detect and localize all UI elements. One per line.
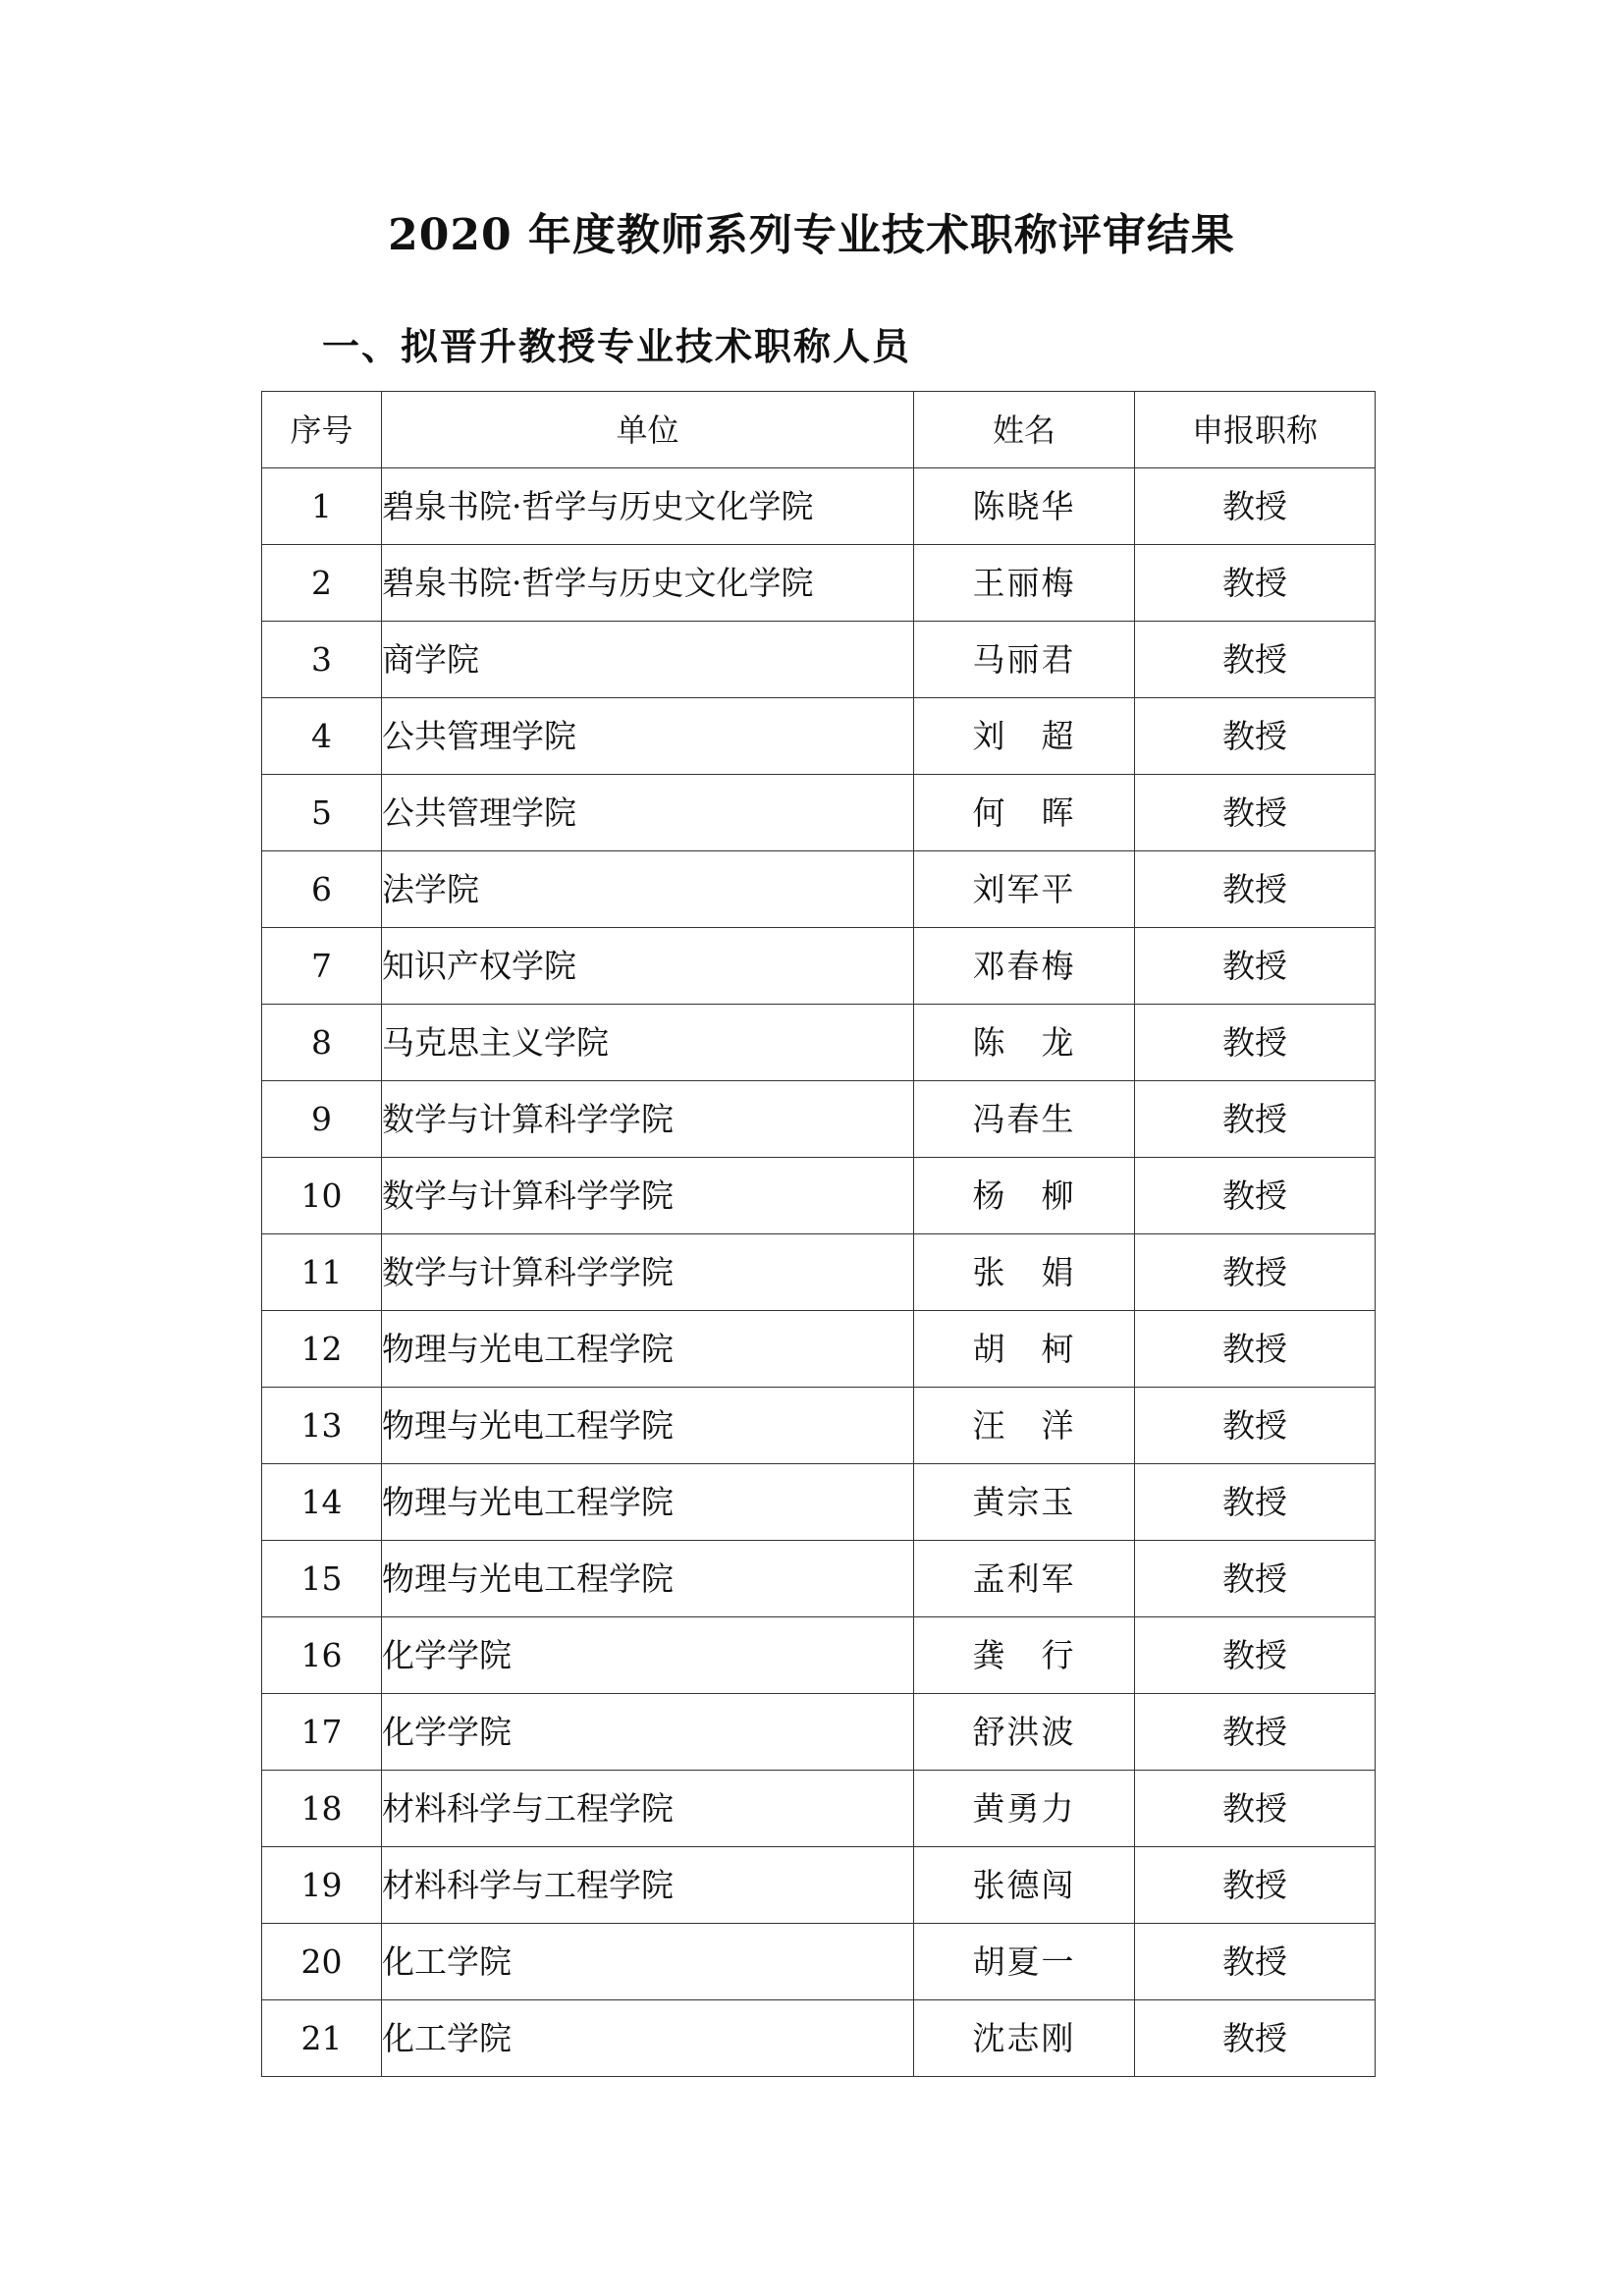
row-unit: 物理与光电工程学院 [382, 1464, 914, 1541]
row-title: 教授 [1135, 1464, 1376, 1541]
row-unit: 公共管理学院 [382, 698, 914, 775]
row-title: 教授 [1135, 1311, 1376, 1388]
row-name: 龚 行 [914, 1617, 1135, 1694]
row-name: 何 晖 [914, 775, 1135, 851]
row-unit: 化学学院 [382, 1694, 914, 1771]
row-title: 教授 [1135, 1694, 1376, 1771]
row-name: 刘 超 [914, 698, 1135, 775]
row-name: 张 娟 [914, 1234, 1135, 1311]
row-name: 胡夏一 [914, 1924, 1135, 2000]
row-name: 王丽梅 [914, 545, 1135, 622]
table-row [262, 1388, 1376, 1464]
table-row [262, 1847, 1376, 1924]
table-row [262, 1541, 1376, 1617]
table-body [262, 468, 1376, 2077]
row-number: 2 [262, 545, 382, 622]
table-row [262, 1771, 1376, 1847]
row-unit: 物理与光电工程学院 [382, 1541, 914, 1617]
table-row [262, 1311, 1376, 1388]
row-unit: 商学院 [382, 622, 914, 698]
row-name: 张德闯 [914, 1847, 1135, 1924]
table-row [262, 1924, 1376, 2000]
row-unit: 数学与计算科学学院 [382, 1081, 914, 1158]
row-title: 教授 [1135, 1081, 1376, 1158]
row-number: 9 [262, 1081, 382, 1158]
row-name: 黄勇力 [914, 1771, 1135, 1847]
row-unit: 法学院 [382, 851, 914, 928]
table-row [262, 545, 1376, 622]
table-row [262, 698, 1376, 775]
table-row [262, 928, 1376, 1005]
row-unit: 数学与计算科学学院 [382, 1234, 914, 1311]
row-unit: 化工学院 [382, 1924, 914, 2000]
row-number: 18 [262, 1771, 382, 1847]
row-unit: 化学学院 [382, 1617, 914, 1694]
row-name: 胡 柯 [914, 1311, 1135, 1388]
row-name: 沈志刚 [914, 2000, 1135, 2077]
row-number: 21 [262, 2000, 382, 2077]
row-unit: 数学与计算科学学院 [382, 1158, 914, 1234]
row-number: 4 [262, 698, 382, 775]
row-number: 11 [262, 1234, 382, 1311]
row-title: 教授 [1135, 1847, 1376, 1924]
table-row [262, 1081, 1376, 1158]
row-title: 教授 [1135, 545, 1376, 622]
row-name: 冯春生 [914, 1081, 1135, 1158]
row-number: 17 [262, 1694, 382, 1771]
row-name: 舒洪波 [914, 1694, 1135, 1771]
row-number: 8 [262, 1005, 382, 1081]
row-unit: 知识产权学院 [382, 928, 914, 1005]
row-number: 14 [262, 1464, 382, 1541]
row-name: 杨 柳 [914, 1158, 1135, 1234]
section-heading: 一、拟晋升教授专业技术职称人员 [322, 324, 912, 368]
row-unit: 化工学院 [382, 2000, 914, 2077]
table-header-row [262, 392, 1376, 468]
row-title: 教授 [1135, 468, 1376, 545]
row-title: 教授 [1135, 851, 1376, 928]
row-unit: 马克思主义学院 [382, 1005, 914, 1081]
row-number: 12 [262, 1311, 382, 1388]
row-number: 10 [262, 1158, 382, 1234]
row-name: 陈晓华 [914, 468, 1135, 545]
row-unit: 公共管理学院 [382, 775, 914, 851]
row-number: 6 [262, 851, 382, 928]
row-title: 教授 [1135, 1617, 1376, 1694]
row-title: 教授 [1135, 622, 1376, 698]
row-name: 邓春梅 [914, 928, 1135, 1005]
table-row [262, 1617, 1376, 1694]
results-table [261, 391, 1376, 2077]
row-number: 16 [262, 1617, 382, 1694]
table-row [262, 1005, 1376, 1081]
row-unit: 碧泉书院·哲学与历史文化学院 [382, 468, 914, 545]
row-number: 19 [262, 1847, 382, 1924]
row-title: 教授 [1135, 2000, 1376, 2077]
row-number: 7 [262, 928, 382, 1005]
table-row [262, 1234, 1376, 1311]
row-number: 15 [262, 1541, 382, 1617]
row-title: 教授 [1135, 1924, 1376, 2000]
row-name: 孟利军 [914, 1541, 1135, 1617]
header-title: 申报职称 [1135, 392, 1376, 468]
table-row [262, 1464, 1376, 1541]
table-row [262, 468, 1376, 545]
row-unit: 物理与光电工程学院 [382, 1311, 914, 1388]
row-name: 黄宗玉 [914, 1464, 1135, 1541]
row-title: 教授 [1135, 698, 1376, 775]
header-name: 姓名 [914, 392, 1135, 468]
row-unit: 碧泉书院·哲学与历史文化学院 [382, 545, 914, 622]
row-title: 教授 [1135, 1541, 1376, 1617]
row-unit: 材料科学与工程学院 [382, 1847, 914, 1924]
header-number: 序号 [262, 392, 382, 468]
table-row [262, 1158, 1376, 1234]
row-title: 教授 [1135, 775, 1376, 851]
row-number: 5 [262, 775, 382, 851]
row-unit: 物理与光电工程学院 [382, 1388, 914, 1464]
table-row [262, 1694, 1376, 1771]
document-title: 2020 年度教师系列专业技术职称评审结果 [388, 210, 1235, 260]
header-unit: 单位 [382, 392, 914, 468]
row-number: 3 [262, 622, 382, 698]
row-name: 汪 洋 [914, 1388, 1135, 1464]
row-number: 1 [262, 468, 382, 545]
row-title: 教授 [1135, 1771, 1376, 1847]
table-row [262, 2000, 1376, 2077]
table-row [262, 851, 1376, 928]
row-number: 20 [262, 1924, 382, 2000]
row-name: 刘军平 [914, 851, 1135, 928]
row-title: 教授 [1135, 1388, 1376, 1464]
row-name: 马丽君 [914, 622, 1135, 698]
table-row [262, 775, 1376, 851]
row-title: 教授 [1135, 1234, 1376, 1311]
row-title: 教授 [1135, 1005, 1376, 1081]
row-name: 陈 龙 [914, 1005, 1135, 1081]
row-unit: 材料科学与工程学院 [382, 1771, 914, 1847]
row-number: 13 [262, 1388, 382, 1464]
row-title: 教授 [1135, 928, 1376, 1005]
row-title: 教授 [1135, 1158, 1376, 1234]
table-row [262, 622, 1376, 698]
